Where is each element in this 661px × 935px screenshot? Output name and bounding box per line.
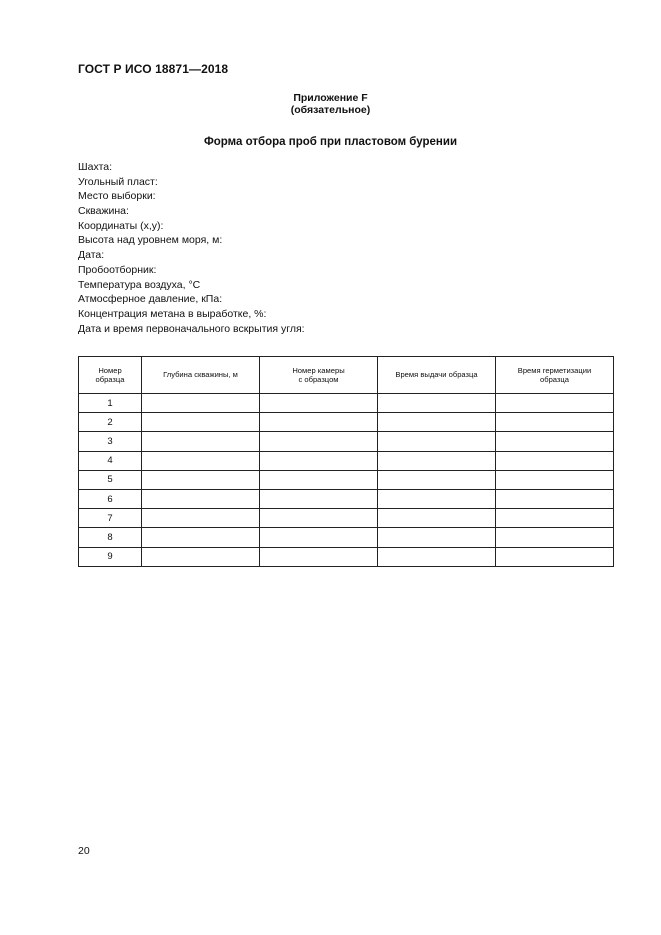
table-row: [79, 451, 614, 470]
field-coordinates: Координаты (x,y):: [78, 219, 164, 232]
field-methane-concentration: Концентрация метана в выработке, %:: [78, 307, 267, 320]
table-row: [79, 547, 614, 566]
field-borehole: Скважина:: [78, 205, 129, 218]
field-date: Дата:: [78, 249, 105, 262]
sample-number-cell: 2: [79, 413, 142, 432]
form-title: Форма отбора проб при пластовом бурении: [203, 136, 458, 148]
sample-number-cell: 3: [79, 432, 142, 451]
table-row: [79, 528, 614, 547]
table-row: [79, 432, 614, 451]
table-row: [79, 394, 614, 413]
table-row: [79, 413, 614, 432]
col-header-sealing-time: Время герметизации образца: [496, 357, 614, 394]
field-sampling-site: Место выборки:: [78, 190, 156, 203]
sample-number-cell: 6: [79, 489, 142, 508]
col-header-sample-issue-time: Время выдачи образца: [378, 357, 496, 394]
table-row: [79, 489, 614, 508]
field-sampler: Пробоотборник:: [78, 263, 157, 276]
table-row: [79, 470, 614, 489]
sample-number-cell: 8: [79, 528, 142, 547]
field-initial-exposure-datetime: Дата и время первоначального вскрытия угля:: [78, 322, 305, 335]
sample-number-cell: 5: [79, 470, 142, 489]
page-number: 20: [78, 845, 90, 857]
col-header-borehole-depth: Глубина скважины, м: [142, 357, 260, 394]
field-coal-seam: Угольный пласт:: [78, 175, 158, 188]
sample-number-cell: 7: [79, 509, 142, 528]
col-header-sample-number: Номер образца: [79, 357, 142, 394]
table-header-row: [79, 357, 614, 394]
sample-number-cell: 9: [79, 547, 142, 566]
field-elevation: Высота над уровнем моря, м:: [78, 234, 223, 247]
appendix-status: (обязательное): [290, 104, 371, 116]
document-code: ГОСТ Р ИСО 18871—2018: [78, 62, 229, 76]
field-mine: Шахта:: [78, 161, 113, 173]
sample-number-cell: 1: [79, 394, 142, 413]
field-atmospheric-pressure: Атмосферное давление, кПа:: [78, 293, 223, 306]
sample-table: [78, 356, 614, 567]
field-air-temperature: Температура воздуха, °С: [78, 278, 201, 291]
table-row: [79, 509, 614, 528]
appendix-title: Приложение F: [293, 92, 368, 104]
sample-number-cell: 4: [79, 451, 142, 470]
col-header-chamber-number: Номер камеры с образцом: [260, 357, 378, 394]
form-fields-list: [78, 160, 305, 336]
